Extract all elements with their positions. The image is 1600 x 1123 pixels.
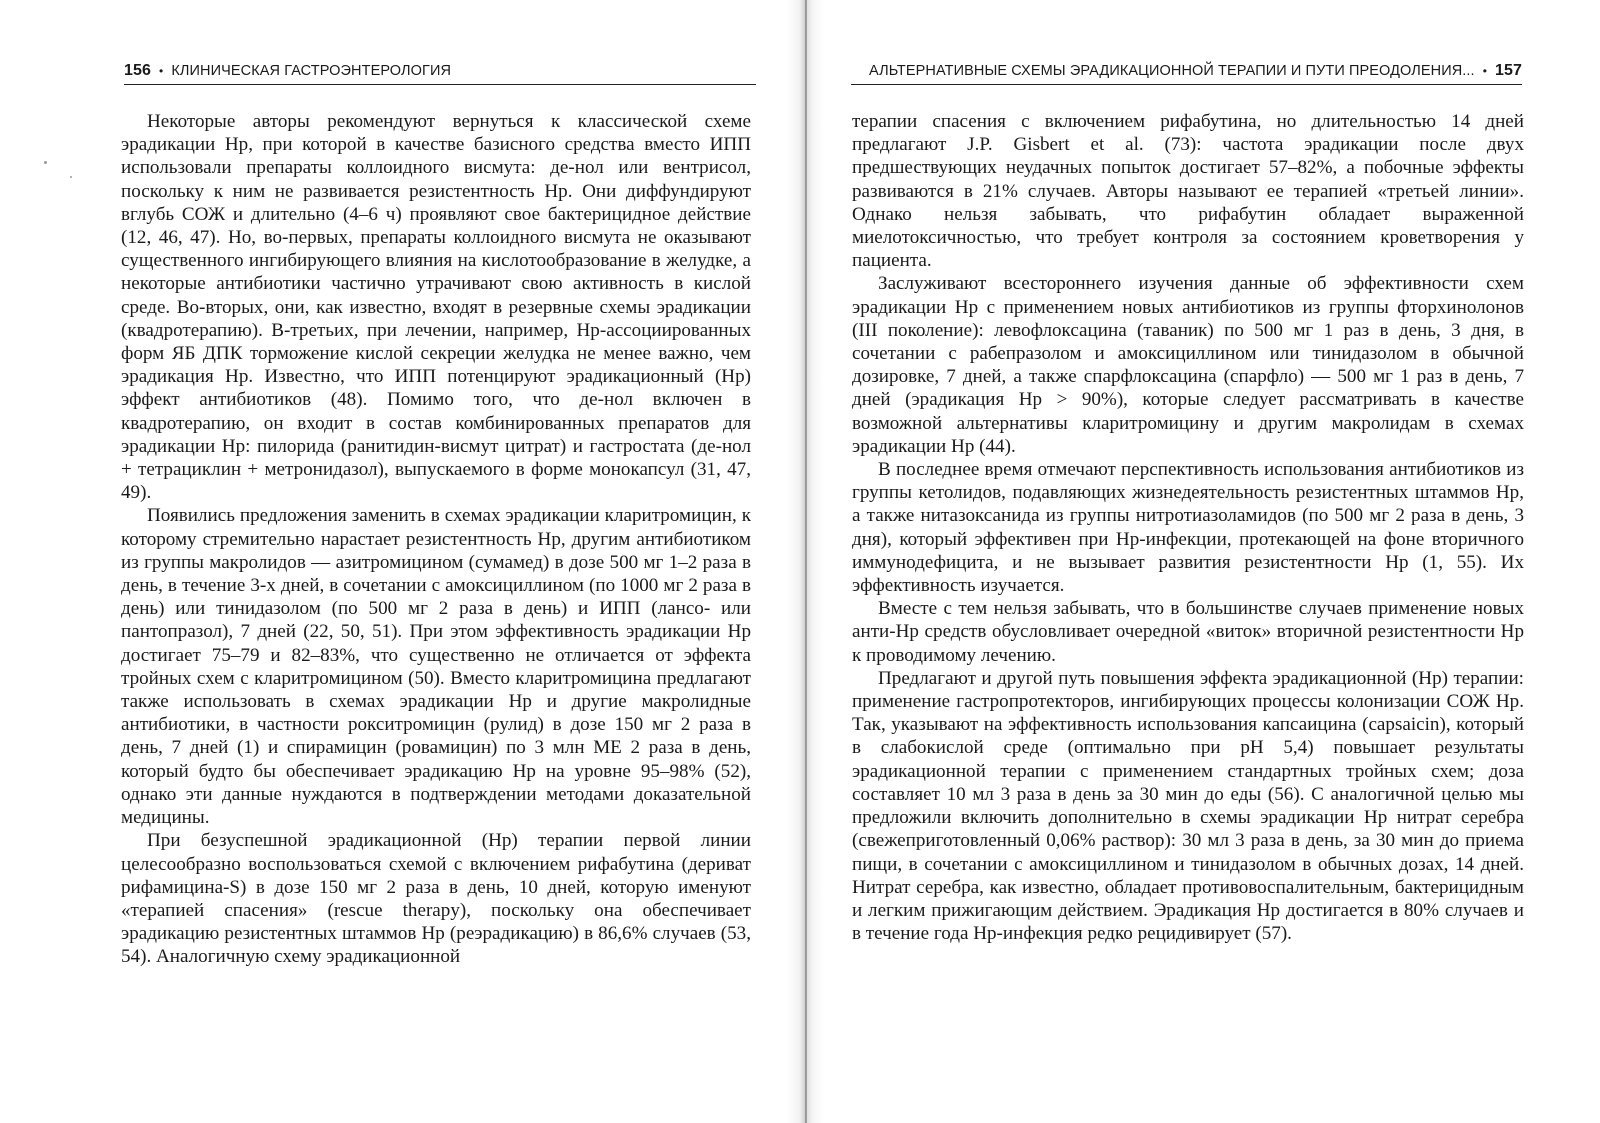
left-page-header xyxy=(124,58,756,85)
scan-speck xyxy=(70,176,72,178)
paragraph: Появились предложения заменить в схемах эрадикации кларитромицин, к которому стремительно нарастает резистентность Нр, другим антибиотиком из группы макролидов — азитромицином (сумамед) в дозе 500 мг 1–2 раза в день, в течение 3-х дней, в сочетании с амоксициллином (по 1000 мг 2 раза в день) или тинидазолом (по 500 мг 2 раза в день) и ИПП (лансо- или пантопразол), 7 дней (22, 50, 51). При этом эффективность эрадикации Нр достигает 75–79 и 82–83%, что существенно не отличается от эффекта тройных схем с кларитромицином (50). Вместо кларитромицина предлагают также использовать в схемах эрадикации Нр и другие макролидные антибиотики, в частности рокситромицин (рулид) в дозе 150 мг 2 раза в день, 7 дней (1) и спирамицин (ровамицин) по 3 млн МЕ 2 раза в день, который будто бы обеспечивает эрадикацию Нр на уровне 95–98% (52), однако эти данные нуждаются в подтверждении методами доказательной медицины. xyxy=(121,505,751,829)
running-title: КЛИНИЧЕСКАЯ ГАСТРОЭНТЕРОЛОГИЯ xyxy=(171,63,452,79)
book-spine-line xyxy=(805,0,807,1123)
paragraph-continuation: терапии спасения с включением рифабутина, но длительностью 14 дней предлагают J.P. Gisbert et al. (73): частота эрадикации после двух предшествующих неудачных попыток достигает 57–82%, а побочные эффекты развиваются в 21% случаев. Авторы называют ее терапией «третьей линии». Однако нельзя забывать, что рифабутин обладает выраженной миелотоксичностью, что требует контроля за состоянием кроветворения у пациента. xyxy=(852,111,1524,272)
page-number: 156 xyxy=(124,62,151,79)
paragraph: В последнее время отмечают перспективность использования антибиотиков из группы кетолидов, подавляющих жизнедеятельность резистентных штаммов Нр, а также нитазоксанида из группы нитротиазоламидов (по 500 мг 2 раза в день, 3 дня), который эффективен при Нр-инфекции, протекающей на фоне вторичного иммунодефицита, и не вызывает развития резистентности Нр (1, 55). Их эффективность изучается. xyxy=(852,459,1524,597)
left-page-body xyxy=(121,110,751,969)
paragraph: Заслуживают всестороннего изучения данные об эффективности схем эрадикации Нр с применением новых антибиотиков из группы фторхинолонов (III поколение): левофлоксацина (таваник) по 500 мг 1 раз в день, 3 дня, в сочетании с рабепразолом и амоксициллином или тинидазолом в обычной дозировке, 7 дней, а также спарфлоксацина (спарфло) — 500 мг 1 раз в день, 7 дней (эрадикация Нр > 90%), которые следует рассматривать в качестве возможной альтернативы кларитромицину и другим макролидам в схемах эрадикации Нр (44). xyxy=(852,273,1524,457)
paragraph: Вместе с тем нельзя забывать, что в большинстве случаев применение новых анти-Нр средств обусловливает очередной «виток» вторичной резистентности Нр к проводимому лечению. xyxy=(852,598,1524,666)
right-page xyxy=(805,0,1600,1123)
paragraph: Предлагают и другой путь повышения эффекта эрадикационной (Нр) терапии: применение гастропротекторов, ингибирующих процессы колонизации СОЖ Нр. Так, указывают на эффективность использования капсаицина (capsaicin), который в слабокислой среде (оптимально при рН 5,4) повышает результаты эрадикационной терапии с применением стандартных тройных схем; доза составляет 10 мл 3 раза в день за 30 мин до еды (56). С аналогичной целью мы предложили включить дополнительно в схемы эрадикации Нр нитрат серебра (свежеприготовленный 0,06% раствор): 30 мл 3 раза в день, за 30 мин до приема пищи, в сочетании с амоксициллином и тинидазолом в обычных дозах, 14 дней. Нитрат серебра, как известно, обладает противовоспалительным, бактерицидным и легким прижигающим действием. Эрадикация Нр достигается в 80% случаев и в течение года Нр-инфекция редко рецидивирует (57). xyxy=(852,667,1524,945)
header-separator: • xyxy=(159,64,164,78)
scan-speck xyxy=(44,161,47,164)
right-page-header xyxy=(851,58,1522,85)
paragraph: При безуспешной эрадикационной (Нр) терапии первой линии целесообразно воспользоваться схемой с включением рифабутина (дериват рифамицина-S) в дозе 150 мг 2 раза в день, 10 дней, которую именуют «терапией спасения» (rescue therapy), поскольку она обеспечивает эрадикацию резистентных штаммов Нр (реэрадикацию) в 86,6% случаев (53, 54). Аналогичную схему эрадикационной xyxy=(121,830,751,968)
page-number: 157 xyxy=(1495,62,1522,79)
running-title: АЛЬТЕРНАТИВНЫЕ СХЕМЫ ЭРАДИКАЦИОННОЙ ТЕРАПИИ И ПУТИ ПРЕОДОЛЕНИЯ... xyxy=(869,63,1475,79)
right-page-body xyxy=(852,110,1524,945)
paragraph: Некоторые авторы рекомендуют вернуться к классической схеме эрадикации Нр, при которой в качестве базисного средства вместо ИПП использовали препараты коллоидного висмута: де-нол или вентрисол, поскольку к ним не развивается резистентность Нр. Они диффундируют вглубь СОЖ и длительно (4–6 ч) проявляют свое бактерицидное действие (12, 46, 47). Но, во-первых, препараты коллоидного висмута не оказывают существенного ингибирующего влияния на кислотообразование в желудке, а некоторые антибиотики частично утрачивают свою активность в кислой среде. Во-вторых, они, как известно, входят в резервные схемы эрадикации (квадротерапию). В-третьих, при лечении, например, Нр-ассоциированных форм ЯБ ДПК торможение кислой секреции желудка не менее важно, чем эрадикация Нр. Известно, что ИПП потенцируют эрадикационный (Нр) эффект антибиотиков (48). Помимо того, что де-нол включен в квадротерапию, он входит в состав комбинированных препаратов для эрадикации Нр: пилорида (ранитидин-висмут цитрат) и гастростата (де-нол + тетрациклин + метронидазол), выпускаемого в форме монокапсул (31, 47, 49). xyxy=(121,111,751,504)
header-separator: • xyxy=(1482,64,1487,78)
